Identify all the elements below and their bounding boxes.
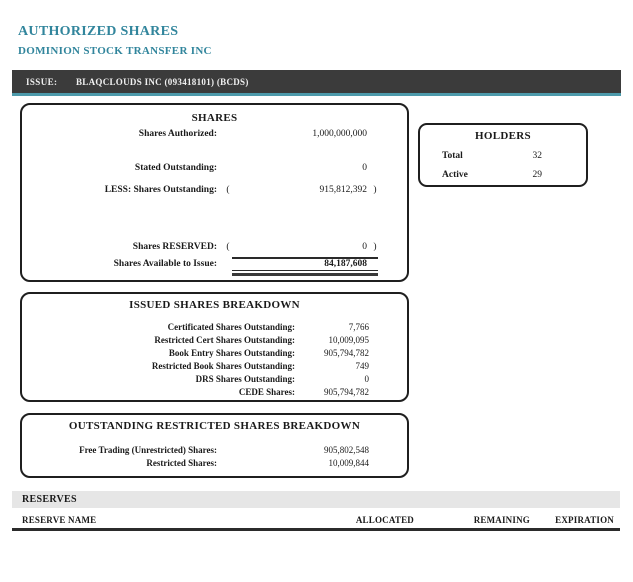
issued-box-title: ISSUED SHARES BREAKDOWN	[129, 299, 300, 311]
page-title: AUTHORIZED SHARES	[18, 24, 179, 39]
table-row	[22, 185, 407, 196]
row-label: Restricted Cert Shares Outstanding:	[154, 335, 295, 345]
table-row	[22, 335, 407, 346]
row-value: 7,766	[348, 322, 369, 332]
row-label: CEDE Shares:	[238, 387, 295, 397]
table-row	[22, 242, 407, 253]
issue-label: ISSUE:	[26, 76, 58, 87]
row-value: 905,794,782	[324, 387, 369, 397]
row-value: 10,009,844	[328, 458, 369, 468]
table-row	[22, 387, 407, 398]
paren-close	[367, 129, 383, 140]
reserves-title: RESERVES	[22, 494, 77, 505]
shares-box-title: SHARES	[191, 112, 238, 124]
row-label: Certificated Shares Outstanding:	[167, 322, 295, 332]
table-row	[22, 348, 407, 359]
row-value: 915,812,392	[319, 185, 367, 195]
row-label: Restricted Book Shares Outstanding:	[151, 361, 295, 371]
paren-close: )	[373, 185, 377, 195]
row-value: 0	[362, 163, 367, 173]
paren-open	[217, 129, 239, 140]
paren-open	[217, 259, 239, 270]
reserves-table-rule	[12, 528, 620, 531]
table-row	[22, 458, 407, 469]
paren-close	[367, 163, 383, 174]
holders-box-title: HOLDERS	[475, 130, 531, 142]
issue-value: BLAQCLOUDS INC (093418101) (BCDS)	[76, 76, 249, 87]
row-label: DRS Shares Outstanding:	[195, 374, 295, 384]
column-header-allocated: ALLOCATED	[355, 515, 414, 525]
paren-close: )	[373, 242, 377, 252]
row-value: 1,000,000,000	[312, 129, 367, 139]
row-label: Shares Available to Issue:	[113, 259, 217, 269]
row-value: 0	[362, 242, 367, 252]
row-label: Stated Outstanding:	[134, 163, 217, 173]
column-header-expiration: EXPIRATION	[555, 515, 614, 525]
row-value: 905,802,548	[324, 445, 369, 455]
row-label: Shares Authorized:	[138, 129, 217, 139]
row-value: 32	[532, 151, 542, 161]
total-rule-thin	[232, 270, 378, 271]
paren-open: (	[226, 242, 230, 252]
holders-box	[418, 123, 588, 187]
row-label: LESS: Shares Outstanding:	[104, 185, 217, 195]
reserves-section-header	[12, 491, 620, 508]
column-header-remaining: REMAINING	[473, 515, 530, 525]
table-row	[442, 170, 542, 180]
table-row-total	[22, 259, 407, 270]
table-row	[22, 163, 407, 174]
row-value: 29	[532, 170, 542, 180]
table-row	[22, 322, 407, 333]
row-label: Active	[442, 170, 468, 180]
row-value: 10,009,095	[328, 335, 369, 345]
row-value: 905,794,782	[324, 348, 369, 358]
row-label: Restricted Shares:	[146, 458, 217, 468]
shares-summary-box	[20, 103, 409, 282]
table-row	[22, 129, 407, 140]
outstanding-box-title: OUTSTANDING RESTRICTED SHARES BREAKDOWN	[68, 420, 361, 432]
company-subtitle: DOMINION STOCK TRANSFER INC	[18, 45, 212, 57]
table-row	[22, 361, 407, 372]
row-value: 749	[355, 361, 369, 371]
column-header-reserve-name: RESERVE NAME	[22, 515, 97, 525]
issue-bar-accent-line	[12, 93, 621, 96]
row-label: Total	[442, 151, 463, 161]
issue-header-bar	[12, 70, 621, 93]
table-row	[442, 151, 542, 161]
total-rule-bottom	[232, 273, 378, 276]
row-label: Free Trading (Unrestricted) Shares:	[79, 445, 217, 455]
table-row	[22, 445, 407, 456]
row-label: Book Entry Shares Outstanding:	[168, 348, 295, 358]
outstanding-restricted-breakdown-box	[20, 413, 409, 478]
row-value: 84,187,608	[324, 259, 367, 269]
paren-close	[367, 259, 383, 270]
paren-open	[217, 163, 239, 174]
row-label: Shares RESERVED:	[132, 242, 217, 252]
paren-open: (	[226, 185, 230, 195]
issued-shares-breakdown-box	[20, 292, 409, 402]
row-value: 0	[364, 374, 369, 384]
table-row	[22, 374, 407, 385]
